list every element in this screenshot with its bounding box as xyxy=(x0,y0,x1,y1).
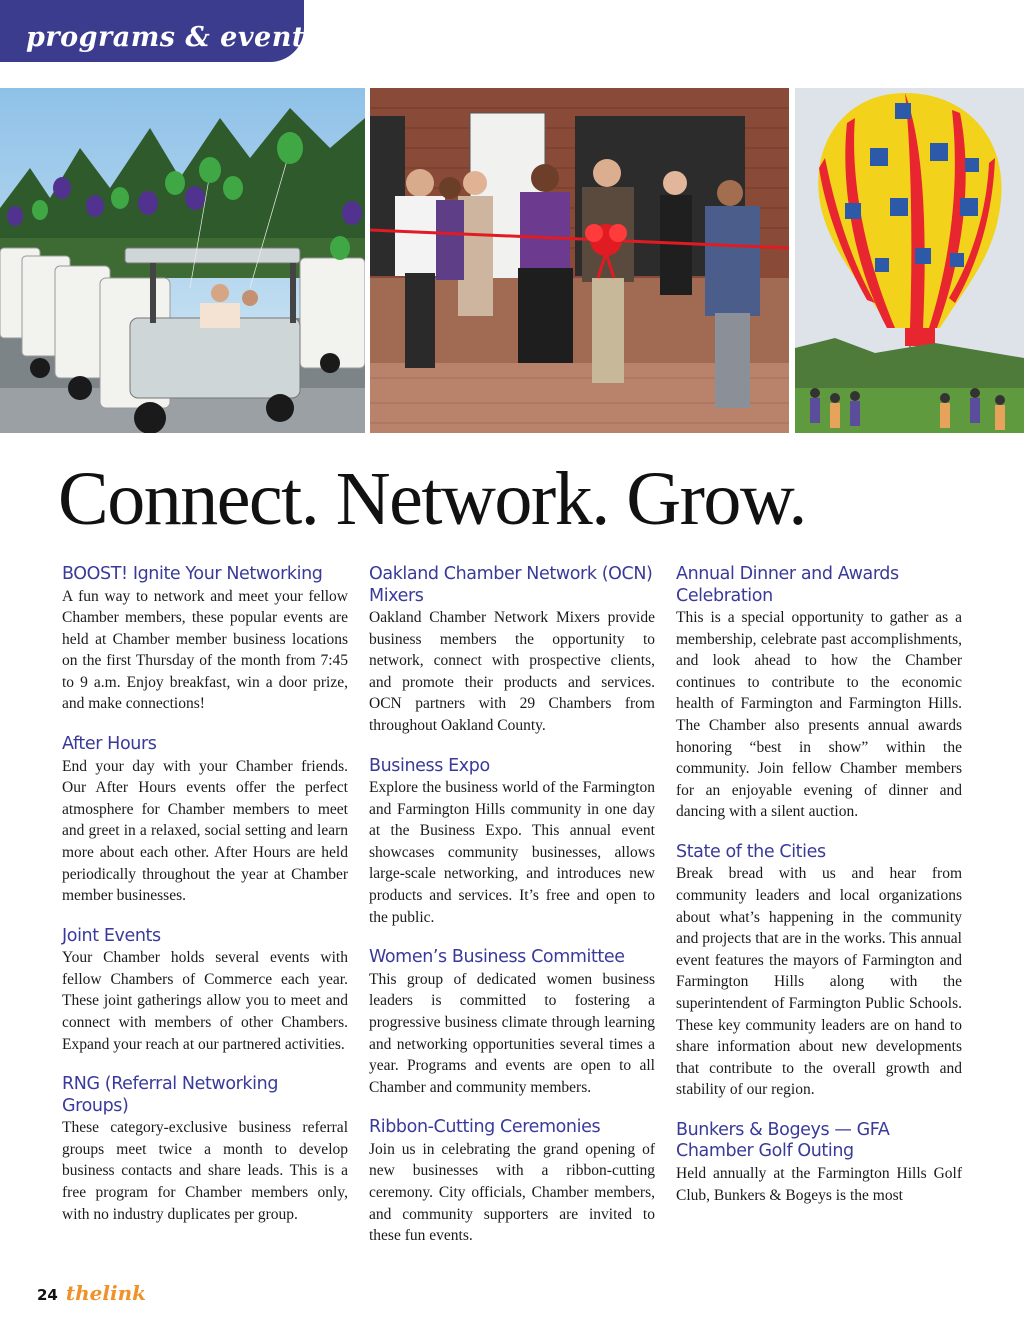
program-description: These category-exclusive business referral groups meet twice a month to develop business contacts and share leads. This is a free program for Chamber members only, with no industry duplicates per group. xyxy=(62,1119,348,1223)
golf-carts-photo xyxy=(0,88,365,433)
program-section xyxy=(676,1120,962,1206)
program-description: Your Chamber holds several events with fellow Chambers of Commerce each year. These joint gatherings allow you to meet and connect with members of other Chambers. Expand your reach at our partnered activities. xyxy=(62,949,348,1053)
program-section xyxy=(369,756,655,929)
program-heading: Women’s Business Committee xyxy=(369,947,625,968)
program-heading: Bunkers & Bogeys — GFA Chamber Golf Outing xyxy=(676,1119,890,1162)
program-heading: Business Expo xyxy=(369,755,490,776)
program-section xyxy=(62,926,348,1055)
section-banner xyxy=(0,0,321,62)
program-description: Join us in celebrating the grand opening of new businesses with a ribbon-cutting ceremony. City officials, Chamber members, and community supporters are invited to these fun events. xyxy=(369,1140,655,1245)
program-heading: State of the Cities xyxy=(676,841,826,862)
hot-air-balloon-photo xyxy=(795,88,1024,433)
program-description: This is a special opportunity to gather as a membership, celebrate past accomplishments, and look ahead to how the Chamber continues to contribute to the economic health of Farmington and Farmington Hills. The Chamber also presents annual awards honoring “best in show” within the community. Join fellow Chamber members for an enjoyable evening of dinner and dancing with a silent auction. xyxy=(676,609,962,821)
column-left xyxy=(62,564,348,1244)
program-heading: Annual Dinner and Awards Celebration xyxy=(676,564,899,606)
program-heading: After Hours xyxy=(62,734,157,755)
program-section xyxy=(62,564,348,715)
program-heading: Ribbon-Cutting Ceremonies xyxy=(369,1117,601,1138)
program-section xyxy=(369,947,655,1098)
section-banner-label: programs & events xyxy=(26,22,321,53)
program-heading: RNG (Referral Networking Groups) xyxy=(62,1074,279,1116)
program-section xyxy=(369,1117,655,1246)
program-description: A fun way to network and meet your fellow Chamber members, these popular events are held at Chamber member business locations on the first Thursday of the month from 7:45 to 9 a.m. Enjoy breakfast, win a door prize, and make connections! xyxy=(62,587,348,713)
program-section xyxy=(369,564,655,737)
program-description: Held annually at the Farmington Hills Golf Club, Bunkers & Bogeys is the most xyxy=(676,1164,962,1204)
magazine-logo: thelink xyxy=(65,1281,146,1305)
program-heading: BOOST! Ignite Your Networking xyxy=(62,564,323,584)
page-number: 24 xyxy=(37,1286,58,1304)
column-right xyxy=(676,564,962,1225)
program-section xyxy=(62,1074,348,1225)
program-description: Oakland Chamber Network Mixers provide business members the opportunity to network, connect with prospective clients, and promote their products and services. OCN partners with 29 Chambers from throughout Oakland County. xyxy=(369,609,655,734)
program-description: Break bread with us and hear from community leaders and local organizations about what’s happening in the community and projects that are in the works. This annual event features the mayors of Farmington and Farmington Hills along with the superintendent of Farmington Public Schools. These key community leaders are on hand to share information about new developments that contribute to the overall growth and stability of our region. xyxy=(676,865,962,1099)
program-description: End your day with your Chamber friends. Our After Hours events offer the perfect atmosphere for Chamber members to meet and greet in a relaxed, social setting and learn more about each other. After Hours are held periodically throughout the year at Chamber member businesses. xyxy=(62,757,348,905)
program-heading: Oakland Chamber Network (OCN) Mixers xyxy=(369,564,653,606)
program-section xyxy=(676,564,962,823)
program-heading: Joint Events xyxy=(62,925,161,946)
ribbon-cutting-photo xyxy=(370,88,789,433)
program-description: Explore the business world of the Farmington and Farmington Hills community in one day at the Business Expo. This annual event showcases community businesses, allows large-scale networking, and introduces new products and services. It’s free and open to the public. xyxy=(369,779,655,926)
page-headline: Connect. Network. Grow. xyxy=(58,457,806,541)
program-section xyxy=(676,842,962,1101)
page-footer xyxy=(37,1281,146,1305)
column-middle xyxy=(369,564,655,1266)
program-description: This group of dedicated women business leaders is committed to fostering a progressive business climate through learning and networking opportunities several times a year. Programs and events are open to all Chamber and community members. xyxy=(369,970,655,1096)
program-section xyxy=(62,734,348,907)
